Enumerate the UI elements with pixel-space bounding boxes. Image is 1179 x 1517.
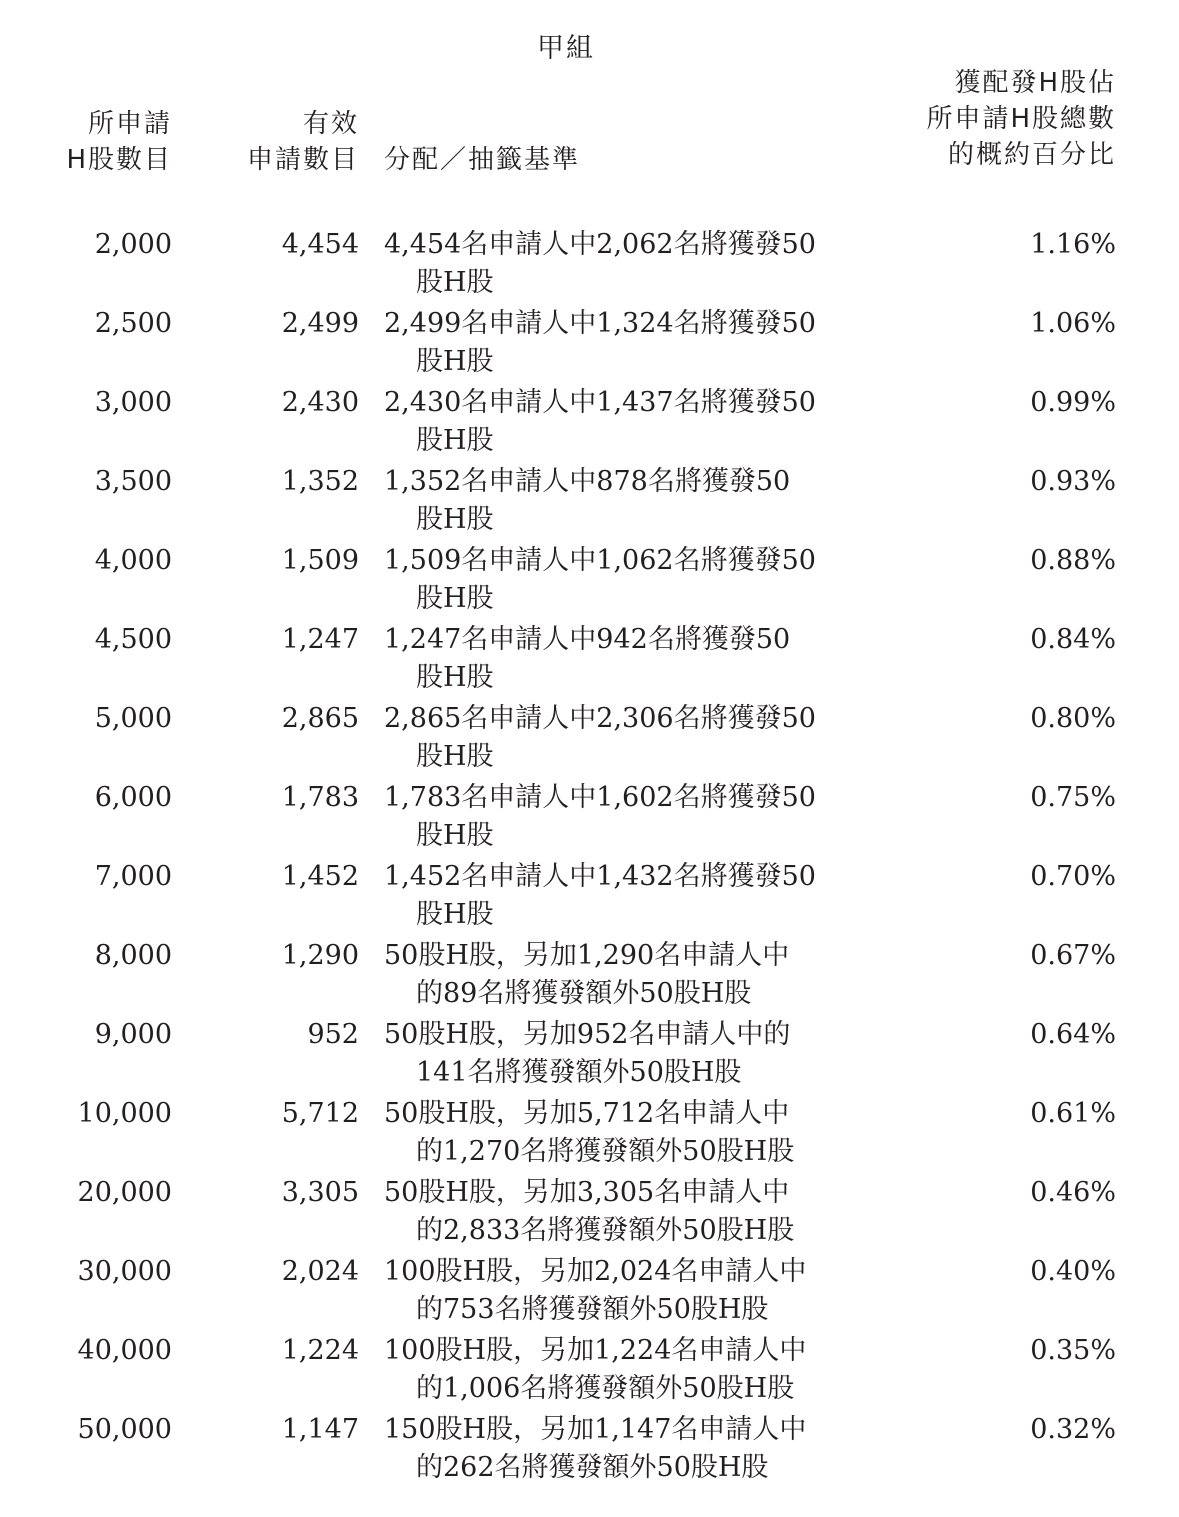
basis-line-1: 50股H股，另加952名申請人中的 [384,1019,791,1050]
table-row [0,542,1179,621]
basis-line-2: 141名將獲發額外50股H股 [416,1057,742,1088]
valid-applications-cell: 1,783 [281,782,359,813]
applied-shares-cell: 4,500 [94,624,172,655]
valid-applications-cell: 1,452 [281,861,359,892]
table-row [0,305,1179,384]
basis-line-2: 股H股 [416,820,494,851]
allocation-basis-cell [384,1095,864,1171]
table-row [0,858,1179,937]
table-row [0,1332,1179,1411]
table-row [0,700,1179,779]
header-pct-line-1: 獲配發H股佔 [954,68,1116,98]
basis-line-1: 100股H股，另加2,024名申請人中 [384,1256,807,1287]
basis-line-2: 的2,833名將獲發額外50股H股 [416,1215,795,1246]
basis-line-1: 50股H股，另加3,305名申請人中 [384,1177,790,1208]
basis-line-1: 150股H股，另加1,147名申請人中 [384,1414,807,1445]
basis-line-2: 的753名將獲發額外50股H股 [416,1294,769,1325]
percentage-cell: 0.40% [1030,1256,1116,1287]
applied-shares-cell: 40,000 [77,1335,172,1366]
percentage-cell: 0.32% [1030,1414,1116,1445]
percentage-cell: 0.35% [1030,1335,1116,1366]
percentage-cell: 1.06% [1030,308,1116,339]
allocation-basis-cell [384,305,864,381]
percentage-cell: 0.99% [1030,387,1116,418]
applied-shares-cell: 6,000 [94,782,172,813]
percentage-cell: 0.46% [1030,1177,1116,1208]
allocation-basis-cell [384,937,864,1013]
basis-line-2: 的89名將獲發額外50股H股 [416,978,752,1009]
valid-applications-cell: 2,499 [281,308,359,339]
basis-line-2: 股H股 [416,267,494,298]
header-pct-line-2: 所申請H股總數 [926,104,1116,134]
valid-applications-cell: 1,147 [281,1414,359,1445]
basis-line-1: 2,865名申請人中2,306名將獲發50 [384,703,816,734]
percentage-cell: 0.70% [1030,861,1116,892]
allocation-basis-cell [384,542,864,618]
valid-applications-cell: 952 [307,1019,359,1050]
table-row [0,1174,1179,1253]
table-row [0,384,1179,463]
applied-shares-cell: 20,000 [77,1177,172,1208]
basis-line-1: 1,352名申請人中878名將獲發50 [384,466,791,497]
basis-line-1: 50股H股，另加5,712名申請人中 [384,1098,790,1129]
percentage-cell: 0.75% [1030,782,1116,813]
applied-shares-cell: 50,000 [77,1414,172,1445]
basis-line-1: 2,499名申請人中1,324名將獲發50 [384,308,816,339]
basis-line-1: 50股H股，另加1,290名申請人中 [384,940,790,971]
applied-shares-cell: 9,000 [94,1019,172,1050]
allocation-table [0,226,1179,1490]
header-applied-shares [66,106,172,178]
percentage-cell: 0.88% [1030,545,1116,576]
header-applied-line-1: 所申請 [87,109,172,139]
allocation-basis-cell [384,858,864,934]
basis-line-1: 4,454名申請人中2,062名將獲發50 [384,229,816,260]
applied-shares-cell: 5,000 [94,703,172,734]
applied-shares-cell: 3,000 [94,387,172,418]
basis-line-2: 股H股 [416,504,494,535]
percentage-cell: 1.16% [1030,229,1116,260]
percentage-cell: 0.80% [1030,703,1116,734]
applied-shares-cell: 7,000 [94,861,172,892]
header-pct-line-3: 的概約百分比 [947,140,1116,170]
valid-applications-cell: 1,290 [281,940,359,971]
applied-shares-cell: 8,000 [94,940,172,971]
applied-shares-cell: 3,500 [94,466,172,497]
valid-applications-cell: 1,224 [281,1335,359,1366]
basis-line-1: 2,430名申請人中1,437名將獲發50 [384,387,816,418]
allocation-basis-cell [384,384,864,460]
allocation-basis-cell [384,700,864,776]
applied-shares-cell: 4,000 [94,545,172,576]
allocation-basis-cell [384,779,864,855]
percentage-cell: 0.64% [1030,1019,1116,1050]
basis-line-2: 股H股 [416,346,494,377]
header-allocation-basis [384,142,580,178]
header-valid-line-2: 申請數目 [246,145,359,175]
header-basis-line-1: 分配／抽籤基準 [384,145,581,175]
valid-applications-cell: 1,509 [281,545,359,576]
basis-line-2: 股H股 [416,425,494,456]
allocation-basis-cell [384,1332,864,1408]
table-row [0,621,1179,700]
table-row [0,779,1179,858]
percentage-cell: 0.84% [1030,624,1116,655]
valid-applications-cell: 5,712 [281,1098,359,1129]
allocation-basis-cell [384,1411,864,1487]
valid-applications-cell: 2,865 [281,703,359,734]
basis-line-1: 1,452名申請人中1,432名將獲發50 [384,861,816,892]
table-row [0,226,1179,305]
table-row [0,463,1179,542]
header-valid-applications [247,106,359,178]
allocation-basis-cell [384,1253,864,1329]
basis-line-2: 股H股 [416,899,494,930]
basis-line-2: 股H股 [416,583,494,614]
allocation-basis-cell [384,226,864,302]
percentage-cell: 0.67% [1030,940,1116,971]
basis-line-2: 的1,006名將獲發額外50股H股 [416,1373,795,1404]
allocation-basis-cell [384,621,864,697]
basis-line-2: 的1,270名將獲發額外50股H股 [416,1136,795,1167]
table-row [0,1253,1179,1332]
allocation-basis-cell [384,463,864,539]
allocation-basis-cell [384,1016,864,1092]
allocation-basis-cell [384,1174,864,1250]
header-applied-line-2: H股數目 [66,145,172,175]
basis-line-2: 股H股 [416,662,494,693]
applied-shares-cell: 2,000 [94,229,172,260]
table-row [0,937,1179,1016]
basis-line-2: 股H股 [416,741,494,772]
percentage-cell: 0.61% [1030,1098,1116,1129]
valid-applications-cell: 3,305 [281,1177,359,1208]
valid-applications-cell: 2,024 [281,1256,359,1287]
basis-line-1: 1,247名申請人中942名將獲發50 [384,624,791,655]
basis-line-1: 100股H股，另加1,224名申請人中 [384,1335,807,1366]
basis-line-1: 1,783名申請人中1,602名將獲發50 [384,782,816,813]
header-approx-percentage [926,65,1116,173]
table-row [0,1095,1179,1174]
header-valid-line-1: 有效 [302,109,359,139]
applied-shares-cell: 10,000 [77,1098,172,1129]
basis-line-2: 的262名將獲發額外50股H股 [416,1452,769,1483]
group-title: 甲組 [537,33,595,64]
table-row [0,1016,1179,1095]
valid-applications-cell: 1,352 [281,466,359,497]
valid-applications-cell: 2,430 [281,387,359,418]
basis-line-1: 1,509名申請人中1,062名將獲發50 [384,545,816,576]
valid-applications-cell: 4,454 [281,229,359,260]
valid-applications-cell: 1,247 [281,624,359,655]
applied-shares-cell: 30,000 [77,1256,172,1287]
table-row [0,1411,1179,1490]
percentage-cell: 0.93% [1030,466,1116,497]
applied-shares-cell: 2,500 [94,308,172,339]
